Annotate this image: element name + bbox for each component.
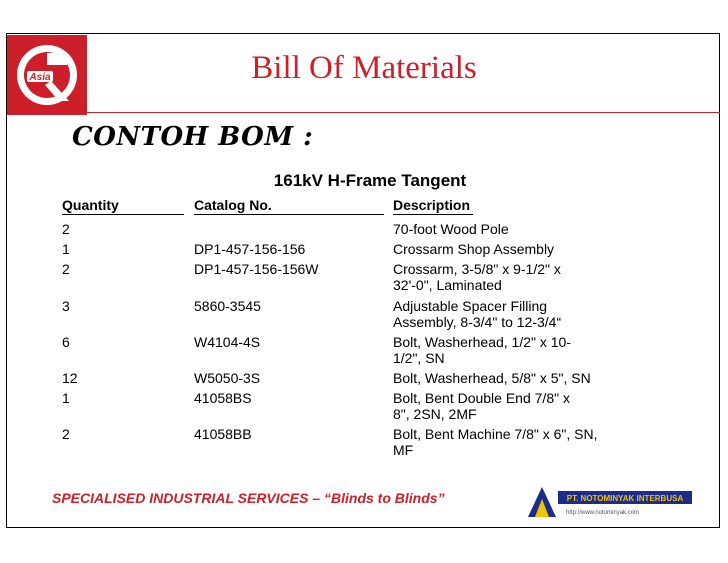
table-cell-qty: 2 (62, 221, 70, 237)
partner-name: PT. NOTOMINYAK INTERBUSA (566, 494, 684, 503)
table-cell-qty: 1 (62, 390, 70, 406)
table-cell-catalog: 41058BB (194, 426, 252, 442)
title-divider (86, 112, 720, 113)
partner-url: http://www.notominyak.com (566, 510, 640, 516)
header-underline (194, 214, 384, 215)
column-header-quantity: Quantity (62, 197, 119, 213)
table-cell-qty: 2 (62, 261, 70, 277)
header-underline (393, 214, 473, 215)
table-cell-catalog: 41058BS (194, 390, 252, 406)
table-cell-qty: 2 (62, 426, 70, 442)
column-header-catalog: Catalog No. (194, 197, 272, 213)
table-cell-desc: Adjustable Spacer Filling Assembly, 8-3/4" to 12-3/4“ (393, 298, 562, 330)
partner-logo (526, 485, 694, 519)
footer-tagline: SPECIALISED INDUSTRIAL SERVICES – “Blinds to Blinds” (52, 490, 445, 506)
column-header-description: Description (393, 197, 471, 213)
table-cell-qty: 3 (62, 298, 70, 314)
table-cell-qty: 12 (62, 370, 78, 386)
table-cell-catalog: W5050-3S (194, 370, 261, 386)
table-cell-catalog: DP1-457-156-156W (194, 261, 319, 277)
section-subtitle: CONTOH BOM : (72, 122, 314, 152)
table-cell-qty: 6 (62, 334, 70, 350)
table-title: 161kV H-Frame Tangent (273, 171, 467, 190)
logo-text: Asia (29, 72, 51, 83)
table-cell-desc: Bolt, Bent Machine 7/8" x 6", SN, MF (393, 426, 598, 458)
table-cell-desc: 70-foot Wood Pole (393, 221, 509, 237)
table-cell-desc: Bolt, Washerhead, 1/2" x 10- 1/2", SN (393, 334, 571, 366)
header-underline (62, 214, 184, 215)
table-cell-desc: Bolt, Washerhead, 5/8" x 5", SN (393, 370, 591, 386)
table-cell-desc: Crossarm, 3-5/8" x 9-1/2" x 32'-0", Laminated (393, 261, 561, 293)
table-cell-desc: Crossarm Shop Assembly (393, 241, 555, 257)
partner-logo-icon (526, 485, 694, 519)
table-cell-desc: Bolt, Bent Double End 7/8" x 8", 2SN, 2MF (393, 390, 570, 422)
table-cell-qty: 1 (62, 241, 70, 257)
table-cell-catalog: DP1-457-156-156 (194, 241, 306, 257)
table-cell-catalog: W4104-4S (194, 334, 261, 350)
page-title: Bill Of Materials (251, 50, 477, 86)
table-cell-catalog: 5860-3545 (194, 298, 261, 314)
